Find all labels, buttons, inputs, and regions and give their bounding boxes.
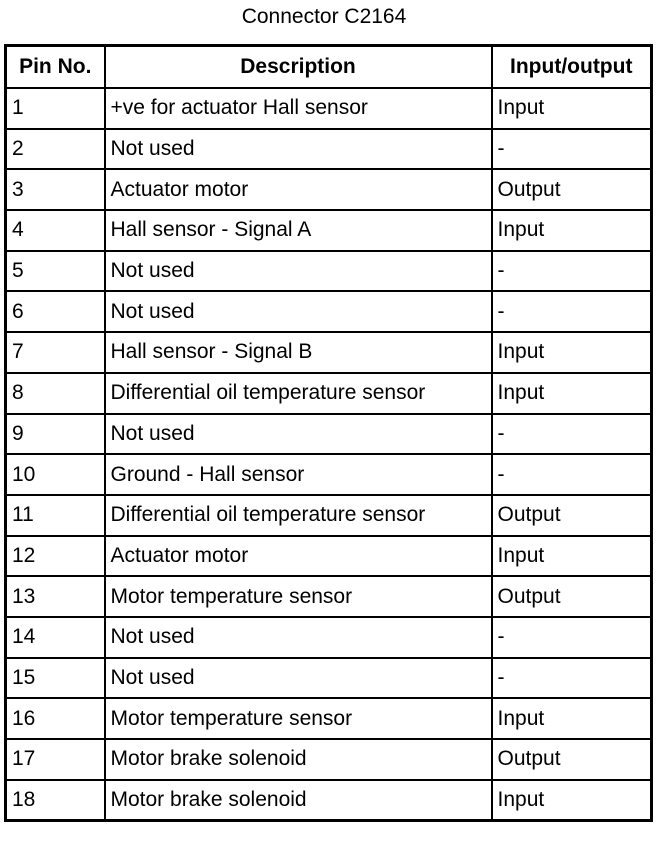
description-cell: Differential oil temperature sensor: [105, 373, 492, 414]
description-cell: Motor brake solenoid: [105, 739, 492, 780]
pin-number-cell: 2: [6, 129, 105, 170]
connector-title: Connector C2164: [241, 5, 407, 28]
header-row: [6, 46, 652, 89]
table-row: [6, 454, 652, 495]
pin-number-cell: 3: [6, 169, 105, 210]
pin-number-cell: 12: [6, 536, 105, 577]
table-row: [6, 698, 652, 739]
description-cell: Actuator motor: [105, 536, 492, 577]
pin-number-cell: 14: [6, 617, 105, 658]
input-output-cell: -: [492, 617, 652, 658]
input-output-cell: Input: [492, 88, 652, 129]
table-row: [6, 291, 652, 332]
pin-number-cell: 6: [6, 291, 105, 332]
table-row: [6, 373, 652, 414]
pin-number-cell: 9: [6, 414, 105, 455]
input-output-cell: Input: [492, 210, 652, 251]
pin-number-cell: 11: [6, 495, 105, 536]
pin-number-cell: 8: [6, 373, 105, 414]
table-row: [6, 495, 652, 536]
input-output-cell: -: [492, 658, 652, 699]
header-description: Description: [105, 46, 492, 89]
description-cell: Not used: [105, 658, 492, 699]
pin-table-header: [6, 46, 652, 89]
input-output-cell: Output: [492, 495, 652, 536]
input-output-cell: Input: [492, 780, 652, 821]
table-row: [6, 780, 652, 821]
header-pin-no: Pin No.: [6, 46, 105, 89]
pin-number-cell: 17: [6, 739, 105, 780]
description-cell: Not used: [105, 129, 492, 170]
pin-number-cell: 10: [6, 454, 105, 495]
pin-table: [4, 44, 653, 822]
table-row: [6, 169, 652, 210]
table-row: [6, 658, 652, 699]
table-row: [6, 129, 652, 170]
pin-number-cell: 16: [6, 698, 105, 739]
description-cell: Hall sensor - Signal B: [105, 332, 492, 373]
input-output-cell: -: [492, 454, 652, 495]
description-cell: Motor temperature sensor: [105, 698, 492, 739]
table-row: [6, 210, 652, 251]
table-row: [6, 576, 652, 617]
input-output-cell: Output: [492, 576, 652, 617]
input-output-cell: -: [492, 251, 652, 292]
table-row: [6, 617, 652, 658]
description-cell: Hall sensor - Signal A: [105, 210, 492, 251]
input-output-cell: Input: [492, 536, 652, 577]
pin-number-cell: 4: [6, 210, 105, 251]
pin-number-cell: 13: [6, 576, 105, 617]
pin-number-cell: 1: [6, 88, 105, 129]
table-row: [6, 414, 652, 455]
table-row: [6, 332, 652, 373]
description-cell: Motor brake solenoid: [105, 780, 492, 821]
description-cell: Not used: [105, 414, 492, 455]
header-input-output: Input/output: [492, 46, 652, 89]
description-cell: Motor temperature sensor: [105, 576, 492, 617]
input-output-cell: Output: [492, 739, 652, 780]
table-row: [6, 88, 652, 129]
pin-number-cell: 18: [6, 780, 105, 821]
description-cell: Not used: [105, 251, 492, 292]
input-output-cell: -: [492, 414, 652, 455]
description-cell: Not used: [105, 617, 492, 658]
pin-number-cell: 15: [6, 658, 105, 699]
pin-table-body: [6, 88, 652, 821]
input-output-cell: -: [492, 129, 652, 170]
input-output-cell: Input: [492, 332, 652, 373]
input-output-cell: Output: [492, 169, 652, 210]
table-row: [6, 739, 652, 780]
input-output-cell: Input: [492, 698, 652, 739]
description-cell: Ground - Hall sensor: [105, 454, 492, 495]
description-cell: +ve for actuator Hall sensor: [105, 88, 492, 129]
pin-number-cell: 7: [6, 332, 105, 373]
table-row: [6, 536, 652, 577]
pin-number-cell: 5: [6, 251, 105, 292]
description-cell: Differential oil temperature sensor: [105, 495, 492, 536]
input-output-cell: -: [492, 291, 652, 332]
description-cell: Not used: [105, 291, 492, 332]
input-output-cell: Input: [492, 373, 652, 414]
table-row: [6, 251, 652, 292]
description-cell: Actuator motor: [105, 169, 492, 210]
